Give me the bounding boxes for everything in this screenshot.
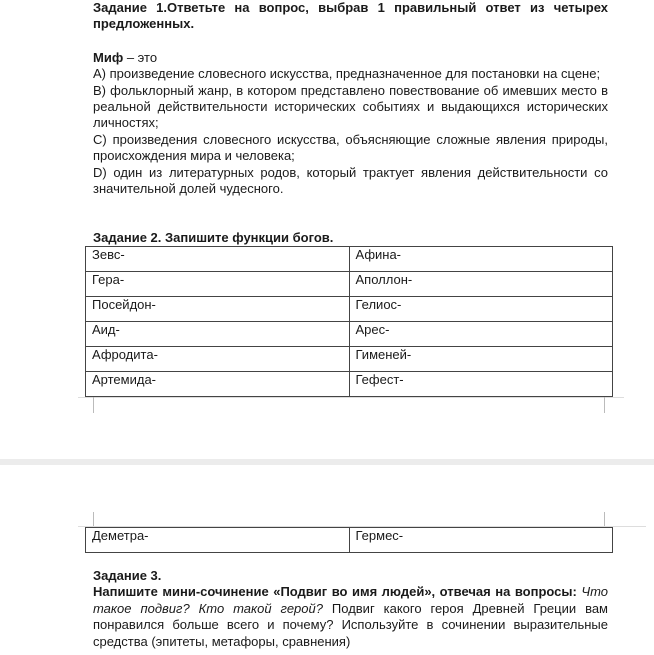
task3: [93, 568, 608, 650]
page-break: [0, 459, 654, 465]
table-cell: Аид-: [86, 322, 350, 347]
question: [93, 50, 608, 66]
option-a: А) произведение словесного искусства, предназначенное для постановки на сцене;: [93, 66, 601, 82]
table-row: [86, 297, 613, 322]
table-row: [86, 272, 613, 297]
task3-lead: Напишите мини-сочинение «Подвиг во имя людей», отвечая на вопросы:: [93, 584, 577, 600]
table-cell: Аполлон-: [349, 272, 613, 297]
table-cell: Зевс-: [86, 247, 350, 272]
table-cell: Деметра-: [86, 528, 350, 553]
task3-text: [93, 584, 608, 650]
question-rest: – это: [123, 49, 158, 65]
table-cell: Арес-: [349, 322, 613, 347]
option-c: С) произведения словесного искусства, объясняющие сложные явления природы, происхождения мира и человека;: [93, 131, 608, 164]
table-cell: Афродита-: [86, 347, 350, 372]
table-cell: Гименей-: [349, 347, 613, 372]
task2-title: Задание 2. Запишите функции богов.: [93, 230, 334, 245]
option-d: D) один из литературных родов, который трактует явления действительности со значительной долей чудесного.: [93, 164, 608, 197]
table-cell: Гефест-: [349, 372, 613, 397]
task3-rest: Подвиг какого героя Древней Греции вам понравился больше всего и почему? Используйте в сочинении выразительные средства (эпитеты, метафоры, сравнения): [93, 600, 608, 649]
table-cell: Артемида-: [86, 372, 350, 397]
task1: [93, 0, 608, 197]
option-b: В) фольклорный жанр, в котором представлено повествование об имевших место в реальной действительности исторических событиях и выдающихся исторических личностях;: [93, 82, 608, 131]
table-row: [86, 247, 613, 272]
table-row: [86, 347, 613, 372]
task1-title: Задание 1.Ответьте на вопрос, выбрав 1 правильный ответ из четырех предложенных.: [93, 0, 608, 32]
task3-questions: Что такое подвиг? Кто такой герой?: [93, 584, 608, 616]
table-cell: Посейдон-: [86, 297, 350, 322]
table-row: [86, 528, 613, 553]
table-row: [86, 372, 613, 397]
table-cell: Гера-: [86, 272, 350, 297]
table-row: [86, 322, 613, 347]
table-cell: Гермес-: [349, 528, 613, 553]
question-term: Миф: [93, 49, 124, 65]
task3-title: Задание 3.: [93, 568, 162, 583]
gods-table-continued: [85, 527, 613, 553]
table-cell: Гелиос-: [349, 297, 613, 322]
gods-table: [85, 246, 613, 397]
table-cell: Афина-: [349, 247, 613, 272]
